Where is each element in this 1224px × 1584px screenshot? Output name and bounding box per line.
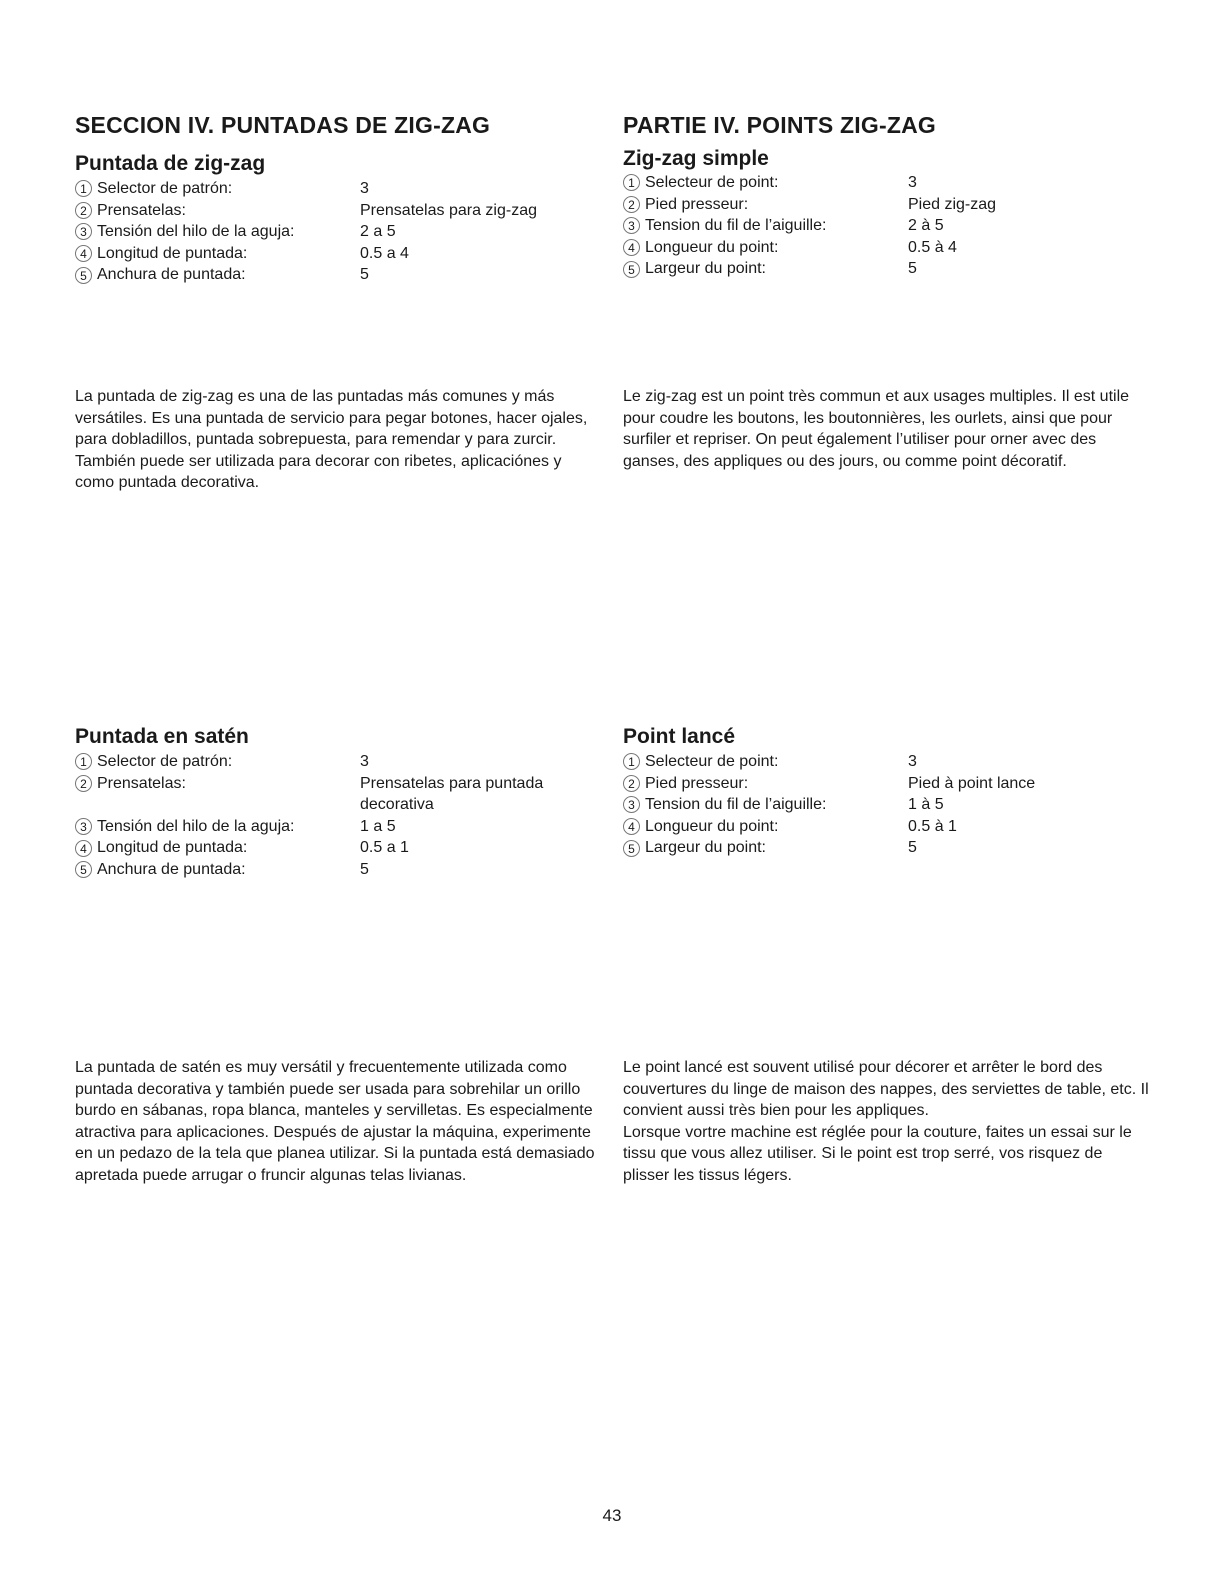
setting-row (75, 816, 595, 838)
setting-row (623, 837, 1123, 859)
setting-value: 5 (908, 260, 917, 278)
setting-value: 0.5 à 1 (908, 817, 957, 835)
setting-label: Tensión del hilo de la aguja: (97, 223, 295, 241)
number-badge: 2 (623, 196, 640, 213)
setting-label: Prensatelas: (97, 201, 186, 219)
number-badge: 5 (623, 840, 640, 857)
number-badge: 4 (623, 239, 640, 256)
setting-row (75, 221, 575, 243)
setting-row (75, 264, 575, 286)
setting-label: Pied presseur: (645, 774, 749, 792)
setting-label: Largeur du point: (645, 260, 766, 278)
number-badge: 5 (75, 267, 92, 284)
number-badge: 3 (75, 223, 92, 240)
heading-lance-fr: Point lancé (623, 725, 736, 748)
setting-row (75, 751, 595, 773)
section-title-es: SECCION IV. PUNTADAS DE ZIG-ZAG (75, 112, 491, 138)
number-badge: 5 (623, 261, 640, 278)
description-text: Lorsque vortre machine est réglée pour la couture, faites un essai sur le tissu que vous allez utiliser. Si le point est trop serré, vos risquez de plisser les tissus légers. (623, 1123, 1132, 1184)
setting-label: Anchura de puntada: (97, 860, 246, 878)
setting-label: Selector de patrón: (97, 753, 233, 770)
section-title-fr: PARTIE IV. POINTS ZIG-ZAG (623, 112, 936, 138)
settings-lance-fr (623, 751, 1123, 859)
number-badge: 2 (75, 202, 92, 219)
setting-row (623, 194, 1123, 216)
setting-row (623, 816, 1123, 838)
description-satin-es (75, 1057, 600, 1187)
setting-row (623, 794, 1123, 816)
setting-label: Tensión del hilo de la aguja: (97, 817, 295, 835)
setting-value: 5 (908, 839, 917, 857)
setting-row (75, 837, 595, 859)
setting-value: 2 à 5 (908, 217, 944, 235)
setting-value: Prensatelas para puntada decorativa (360, 774, 544, 814)
heading-zigzag-es: Puntada de zig-zag (75, 152, 266, 175)
heading-zigzag-fr: Zig-zag simple (623, 147, 769, 170)
settings-satin-es (75, 751, 595, 881)
setting-value: 1 à 5 (908, 796, 944, 814)
setting-value: 5 (360, 860, 369, 878)
setting-row (623, 172, 1123, 194)
setting-label: Longitud de puntada: (97, 839, 248, 857)
setting-value: 1 a 5 (360, 817, 396, 835)
setting-label: Pied presseur: (645, 195, 749, 213)
number-badge: 2 (623, 775, 640, 792)
heading-satin-es: Puntada en satén (75, 725, 249, 748)
description-text: La puntada de satén es muy versátil y frecuentemente utilizada como puntada decorativa y también puede ser usada para sobrehilar un orillo burdo en sábanas, ropa blanca, manteles y servilletas. Es especialmente atractiva para aplicaciones. Después de ajustar la máquina, experimente en un pedazo de la tela que planea utilizar. Si la puntada está demasiado apretada puede arrugar o fruncir algunas telas livianas. (75, 1059, 595, 1184)
setting-row (75, 243, 575, 265)
setting-row (623, 258, 1123, 280)
number-badge: 1 (623, 753, 640, 770)
description-text: Le zig-zag est un point très commun et aux usages multiples. Il est utile pour coudre les boutons, les boutonnières, les ourlets, ainsi que pour surfiler et repriser. On peut également l’utiliser pour orner avec des ganses, des appliques ou des jours, ou comme point décoratif. (623, 388, 1130, 470)
setting-value: 3 (908, 174, 917, 191)
setting-label: Largeur du point: (645, 839, 766, 857)
description-text: La puntada de zig-zag es una de las puntadas más comunes y más versátiles. Es una puntada de servicio para pegar botones, hacer ojales, para dobladillos, puntada sobrepuesta, para remendar y para zurcir. También puede ser utilizada para decorar con ribetes, aplicaciónes y como puntada decorativa. (75, 388, 588, 492)
number-badge: 4 (623, 818, 640, 835)
settings-zigzag-es (75, 178, 575, 286)
number-badge: 5 (75, 861, 92, 878)
setting-label: Prensatelas: (97, 774, 186, 792)
setting-row (623, 773, 1123, 795)
setting-value: 0.5 a 1 (360, 839, 409, 857)
setting-label: Longueur du point: (645, 238, 779, 256)
settings-zigzag-fr (623, 172, 1123, 280)
setting-row (75, 200, 575, 222)
setting-value: Pied à point lance (908, 774, 1036, 792)
setting-value: 0.5 a 4 (360, 244, 409, 262)
setting-value: 3 (360, 753, 369, 770)
setting-value: 2 a 5 (360, 223, 396, 241)
number-badge: 3 (75, 818, 92, 835)
setting-label: Longitud de puntada: (97, 244, 248, 262)
number-badge: 1 (623, 174, 640, 191)
setting-row (623, 751, 1123, 773)
number-badge: 1 (75, 180, 92, 197)
setting-value: Pied zig-zag (908, 195, 997, 213)
setting-label: Anchura de puntada: (97, 266, 246, 284)
page-number: 43 (602, 1506, 622, 1525)
number-badge: 4 (75, 245, 92, 262)
number-badge: 3 (623, 796, 640, 813)
setting-label: Tension du fil de l’aiguille: (645, 796, 827, 814)
setting-label: Selecteur de point: (645, 753, 779, 770)
setting-value: 3 (908, 753, 917, 770)
setting-value: 3 (360, 180, 369, 197)
number-badge: 1 (75, 753, 92, 770)
setting-label: Longueur du point: (645, 817, 779, 835)
setting-value: 0.5 à 4 (908, 238, 957, 256)
setting-row (75, 773, 595, 816)
setting-label: Tension du fil de l’aiguille: (645, 217, 827, 235)
description-lance-fr (623, 1057, 1153, 1187)
description-text: Le point lancé est souvent utilisé pour décorer et arrêter le bord des couvertures du linge de maison des nappes, des serviettes de table, etc. Il convient aussi très bien pour les appliques. (623, 1059, 1149, 1120)
setting-row (623, 215, 1123, 237)
setting-value: 5 (360, 266, 369, 284)
setting-label: Selecteur de point: (645, 174, 779, 191)
setting-row (75, 859, 595, 881)
description-zigzag-es (75, 386, 600, 494)
setting-row (75, 178, 575, 200)
description-zigzag-fr (623, 386, 1133, 472)
number-badge: 3 (623, 217, 640, 234)
number-badge: 2 (75, 775, 92, 792)
setting-value: Prensatelas para zig-zag (360, 201, 537, 219)
number-badge: 4 (75, 840, 92, 857)
setting-label: Selector de patrón: (97, 180, 233, 197)
setting-row (623, 237, 1123, 259)
